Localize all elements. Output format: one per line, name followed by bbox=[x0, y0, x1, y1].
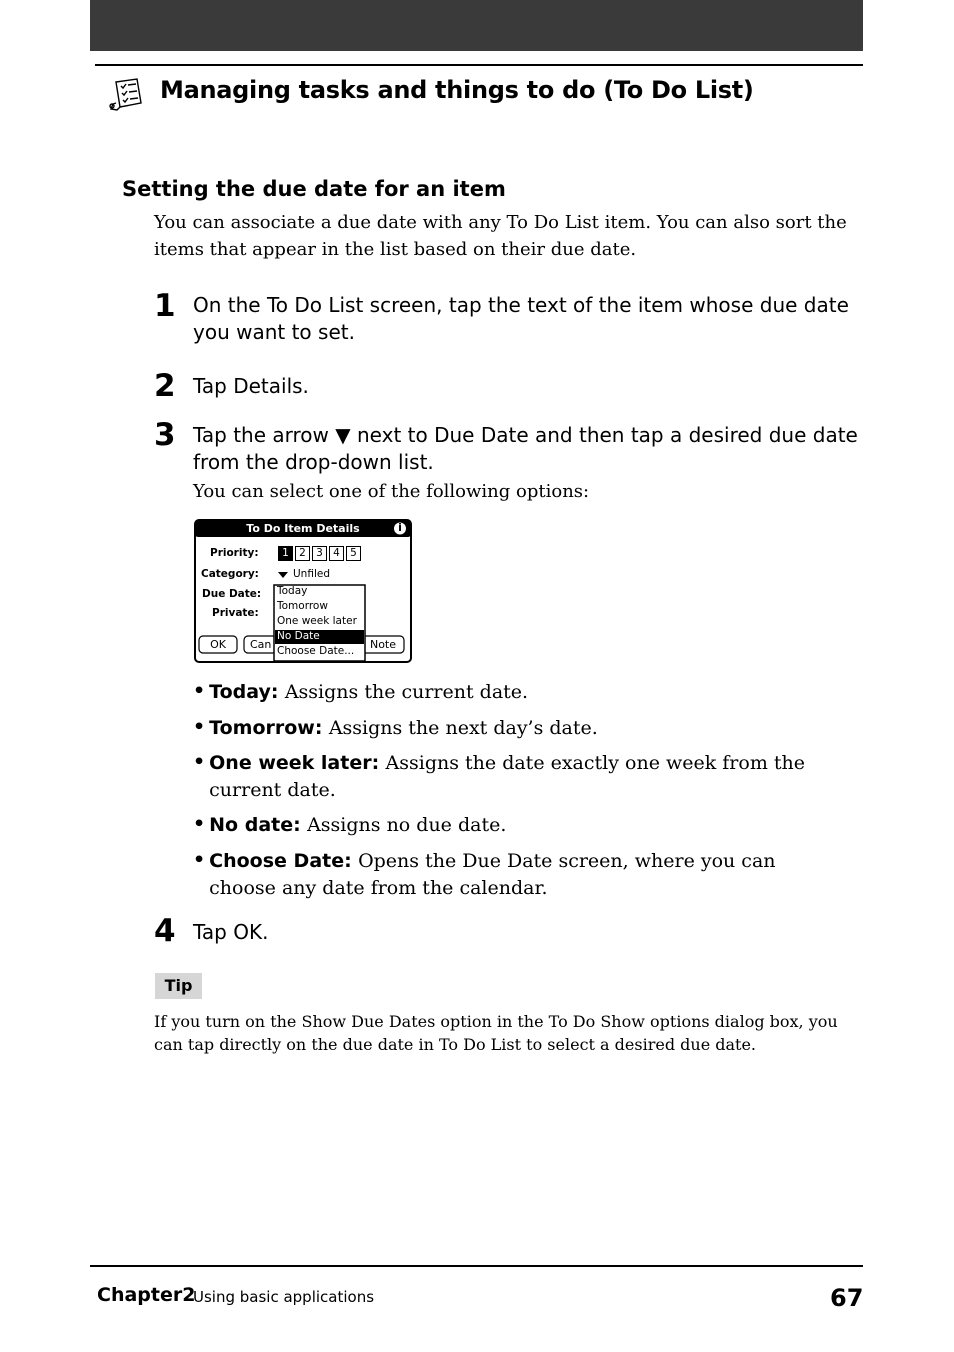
ok-button[interactable]: OK bbox=[210, 638, 226, 651]
priority-selector bbox=[278, 546, 361, 561]
todo-item-details-dialog bbox=[194, 519, 412, 663]
step-text: Tap the arrow ▼ next to Due Date and then tap a desired due date from the drop-down list. bbox=[193, 423, 858, 474]
list-item bbox=[193, 811, 843, 838]
option-description: Assigns the date exactly one week from the current date. bbox=[209, 752, 806, 801]
section-title: Managing tasks and things to do (To Do List) bbox=[160, 76, 754, 104]
dropdown-item-selected[interactable]: No Date bbox=[277, 630, 320, 642]
step-text: Tap Details. bbox=[193, 374, 309, 398]
dialog-title: To Do Item Details bbox=[246, 522, 360, 535]
step-text: Tap OK. bbox=[193, 920, 269, 944]
category-label: Category: bbox=[201, 568, 259, 580]
header-bar bbox=[90, 0, 863, 51]
list-item bbox=[193, 714, 843, 741]
priority-option[interactable]: 5 bbox=[346, 546, 361, 561]
step-number: 2 bbox=[154, 368, 176, 404]
bullet-marker: • bbox=[193, 751, 206, 773]
tip-badge: Tip bbox=[155, 973, 202, 999]
priority-option[interactable]: 4 bbox=[329, 546, 344, 561]
option-name: Choose Date: bbox=[209, 850, 352, 872]
option-name: One week later: bbox=[209, 752, 380, 774]
priority-label: Priority: bbox=[210, 547, 259, 559]
note-button[interactable]: Note bbox=[369, 638, 397, 651]
list-item bbox=[193, 749, 843, 803]
bullet-marker: • bbox=[193, 680, 206, 702]
footer-rule bbox=[90, 1265, 863, 1267]
priority-option[interactable]: 3 bbox=[312, 546, 327, 561]
list-item bbox=[193, 847, 843, 901]
due-date-label: Due Date: bbox=[202, 588, 262, 600]
step-text: On the To Do List screen, tap the text of the item whose due date you want to set. bbox=[193, 293, 849, 344]
option-name: No date: bbox=[209, 814, 301, 836]
page-number: 67 bbox=[830, 1284, 864, 1312]
option-description: Assigns the current date. bbox=[284, 681, 529, 703]
private-label: Private: bbox=[212, 607, 259, 619]
bullet-marker: • bbox=[193, 716, 206, 738]
dropdown-item[interactable]: One week later bbox=[277, 615, 357, 627]
intro-paragraph: You can associate a due date with any To Do List item. You can also sort the items that appear in the list based on their due date. bbox=[154, 212, 847, 260]
step-number: 3 bbox=[154, 417, 176, 453]
category-value[interactable]: Unfiled bbox=[293, 568, 330, 580]
list-item bbox=[193, 678, 843, 705]
option-name: Today: bbox=[209, 681, 279, 703]
option-description: Assigns the next day’s date. bbox=[328, 717, 598, 739]
priority-option[interactable]: 1 bbox=[278, 546, 293, 561]
bullet-marker: • bbox=[193, 849, 206, 871]
cancel-button[interactable]: Can bbox=[250, 638, 272, 651]
dropdown-item[interactable]: Tomorrow bbox=[277, 600, 328, 612]
bullet-marker: • bbox=[193, 813, 206, 835]
step-number: 1 bbox=[154, 288, 176, 324]
subsection-heading: Setting the due date for an item bbox=[122, 177, 506, 201]
options-intro: You can select one of the following options: bbox=[193, 481, 590, 502]
tip-text: If you turn on the Show Due Dates option in the To Do Show options dialog box, you can tap directly on the due date in To Do List to select a desired due date. bbox=[154, 1012, 838, 1054]
header-rule bbox=[95, 64, 863, 66]
dropdown-item[interactable]: Today bbox=[277, 585, 308, 597]
info-icon[interactable]: i bbox=[398, 521, 402, 534]
option-name: Tomorrow: bbox=[209, 717, 323, 739]
option-description: Opens the Due Date screen, where you can choose any date from the calendar. bbox=[209, 850, 776, 899]
footer-chapter-title: Using basic applications bbox=[193, 1288, 375, 1306]
step-number: 4 bbox=[154, 913, 176, 949]
dropdown-item[interactable]: Choose Date... bbox=[277, 645, 355, 657]
priority-option[interactable]: 2 bbox=[295, 546, 310, 561]
option-description: Assigns no due date. bbox=[307, 814, 507, 836]
footer-chapter: Chapter2 bbox=[97, 1284, 196, 1306]
todo-list-icon bbox=[107, 76, 149, 112]
